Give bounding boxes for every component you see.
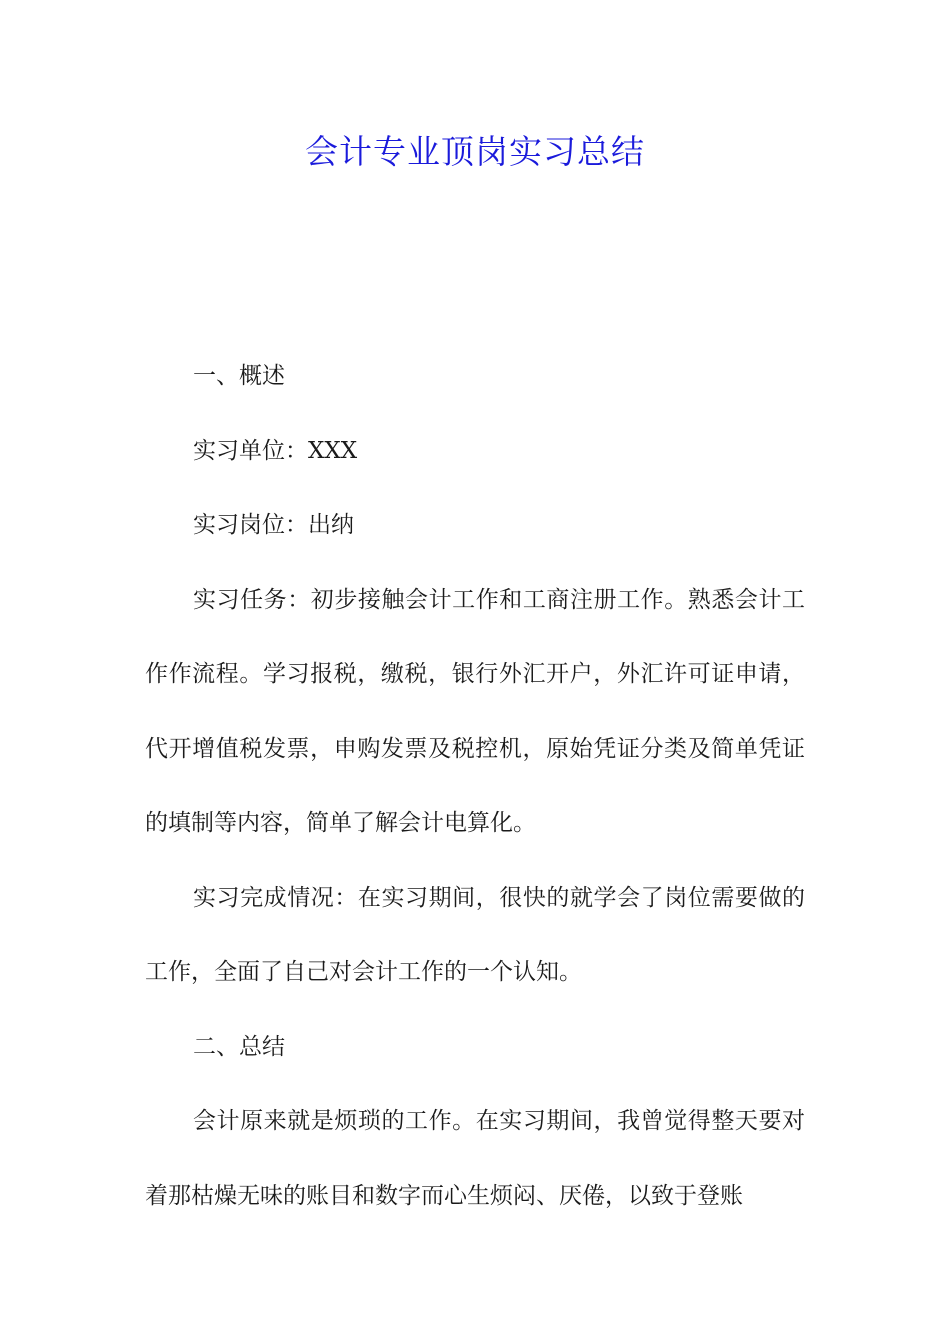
- section-heading-overview: 一、概述: [193, 363, 285, 389]
- paragraph-completion-status: 实习完成情况：在实习期间，很快的就学会了岗位需要做的工作，全面了自己对会计工作的一个认知。: [145, 884, 805, 985]
- section-heading-summary: 二、总结: [193, 1033, 285, 1060]
- document-body: [145, 339, 805, 1233]
- paragraph-internship-unit: 实习单位：XXX: [193, 437, 358, 464]
- paragraph-internship-tasks: 实习任务：初步接触会计工作和工商注册工作。熟悉会计工作作流程。学习报税，缴税，银行外汇开户，外汇许可证申请，代开增值税发票，申购发票及税控机，原始凭证分类及简单凭证的填制等内容，简单了解会计电算化。: [145, 586, 805, 836]
- document-title: 会计专业顶岗实习总结: [305, 132, 645, 171]
- paragraph-internship-position: 实习岗位：出纳: [193, 512, 354, 538]
- paragraph-summary-text: 会计原来就是烦琐的工作。在实习期间，我曾觉得整天要对着那枯燥无味的账目和数字而心生烦闷、厌倦，以致于登账: [145, 1108, 805, 1209]
